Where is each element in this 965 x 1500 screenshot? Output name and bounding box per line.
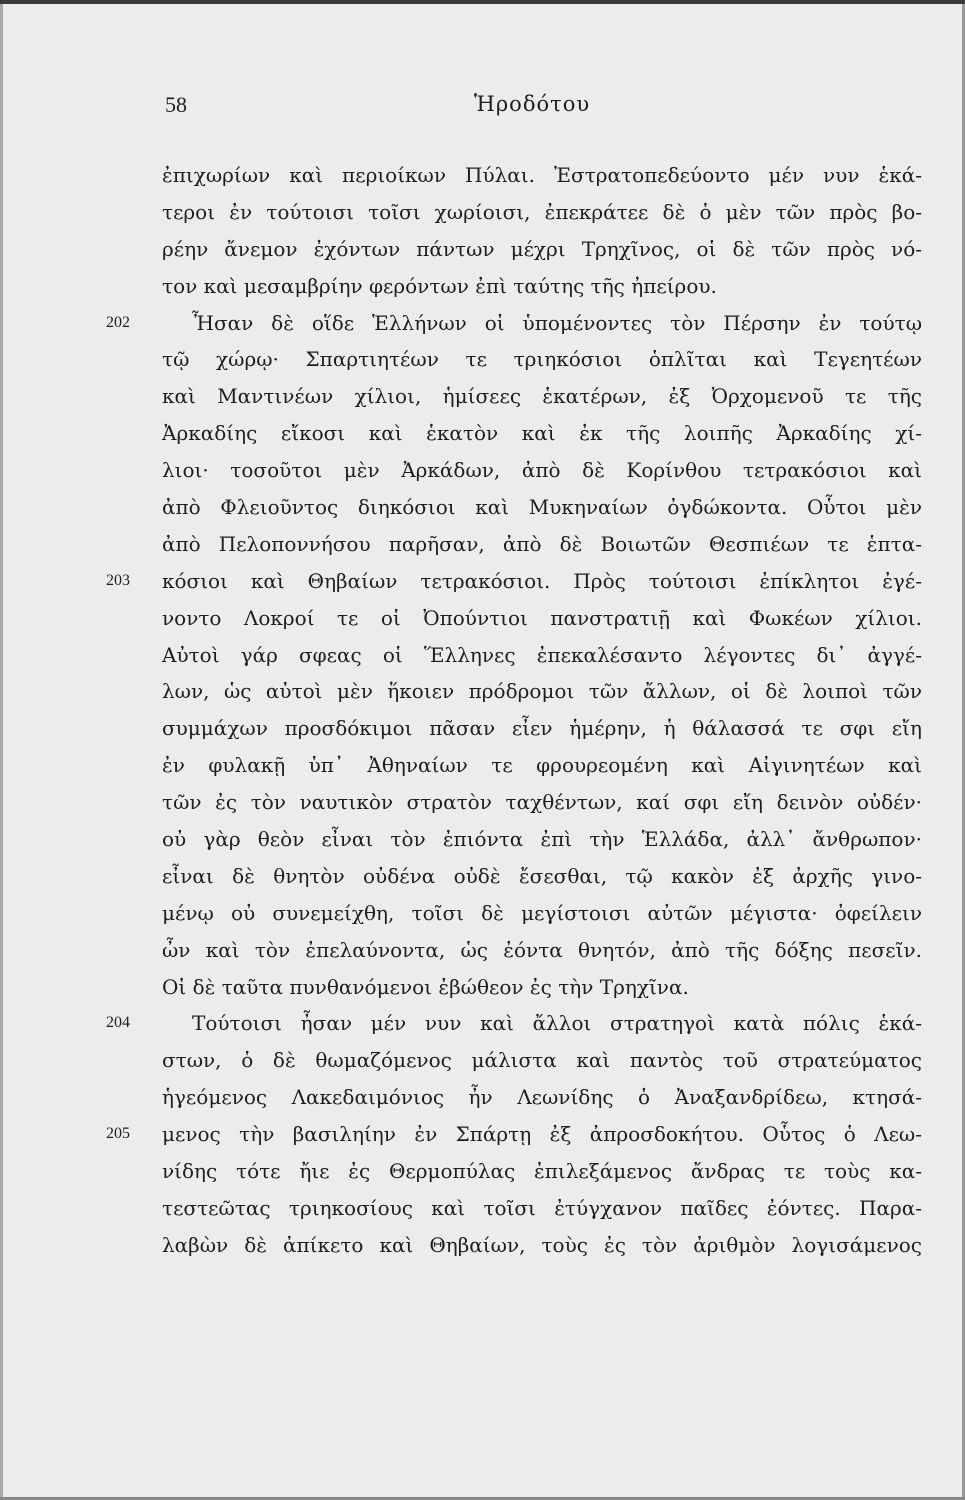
text-line	[162, 415, 922, 452]
text-line	[162, 858, 922, 895]
text-line	[162, 341, 922, 378]
text-line-content: ρέην ἄνεμον ἐχόντων πάντων μέχρι Τρηχῖνος, οἱ δὲ τῶν πρὸς νό-	[162, 236, 922, 261]
text-line	[162, 489, 922, 526]
text-line	[162, 231, 922, 268]
text-line	[162, 895, 922, 932]
text-line-content: τῷ χώρῳ· Σπαρτιητέων τε τριηκόσιοι ὁπλῖται καὶ Τεγεητέων	[162, 347, 922, 372]
margin-section-number: 205	[106, 1125, 130, 1143]
text-line	[106, 1005, 922, 1042]
text-line	[162, 673, 922, 710]
text-line	[162, 452, 922, 489]
text-line	[162, 194, 922, 231]
text-line-content: ἀπὸ Φλειοῦντος διηκόσιοι καὶ Μυκηναίων ὀγδώκοντα. Οὗτοι μὲν	[162, 495, 922, 520]
text-line-content: τεστεῶτας τριηκοσίους καὶ τοῖσι ἐτύγχανον παῖδες ἐόντες. Παρα-	[162, 1195, 922, 1220]
text-line-content: κόσιοι καὶ Θηβαίων τετρακόσιοι. Πρὸς τούτοισι ἐπίκλητοι ἐγέ-	[162, 568, 922, 593]
text-line	[162, 1079, 922, 1116]
margin-section-number: 204	[106, 1014, 130, 1032]
text-line-content: στων, ὁ δὲ θωμαζόμενος μάλιστα καὶ παντὸς τοῦ στρατεύματος	[162, 1048, 922, 1073]
text-line-content: Αὐτοὶ γάρ σφεας οἱ Ἕλληνες ἐπεκαλέσαντο λέγοντες δι᾽ ἀγγέ-	[162, 642, 922, 667]
text-line-content: νίδης τότε ἤιε ἐς Θερμοπύλας ἐπιλεξάμενος ἄνδρας τε τοὺς κα-	[162, 1159, 922, 1184]
text-line	[162, 1190, 922, 1227]
text-line	[162, 526, 922, 563]
text-line-content: μένῳ οὐ συνεμείχθη, τοῖσι δὲ μεγίστοισι αὐτῶν μέγιστα· ὀφείλειν	[162, 900, 922, 925]
text-line-content: ἀπὸ Πελοποννήσου παρῆσαν, ἀπὸ δὲ Βοιωτῶν Θεσπιέων τε ἑπτα-	[162, 531, 922, 556]
text-line-content: τον καὶ μεσαμβρίην φερόντων ἐπὶ ταύτης τῆς ἠπείρου.	[162, 273, 717, 298]
margin-section-number: 203	[106, 571, 130, 589]
text-line-content: νοντο Λοκροί τε οἱ Ὀπούντιοι πανστρατιῇ καὶ Φωκέων χίλιοι.	[162, 605, 922, 630]
text-line-content: συμμάχων προσδόκιμοι πᾶσαν εἶεν ἡμέρην, ἡ θάλασσά τε σφι εἴη	[162, 716, 922, 741]
margin-section-number: 202	[106, 313, 130, 331]
text-line-content: τεροι ἐν τούτοισι τοῖσι χωρίοισι, ἐπεκράτεε δὲ ὁ μὲν τῶν πρὸς βο-	[162, 199, 922, 224]
text-line	[162, 157, 922, 194]
text-line	[162, 932, 922, 969]
running-title: Ἡροδότου	[474, 92, 591, 116]
text-line-content: ἡγεόμενος Λακεδαιμόνιος ἦν Λεωνίδης ὁ Ἀναξανδρίδεω, κτησά-	[162, 1085, 922, 1110]
text-line	[162, 268, 922, 305]
text-line	[106, 1116, 922, 1153]
text-line	[162, 378, 922, 415]
text-line-content: ὦν καὶ τὸν ἐπελαύνοντα, ὡς ἐόντα θνητόν, ἀπὸ τῆς δόξης πεσεῖν.	[162, 937, 922, 962]
text-line-content: λων, ὡς αὐτοὶ μὲν ἥκοιεν πρόδρομοι τῶν ἄλλων, οἱ δὲ λοιποὶ τῶν	[162, 679, 922, 704]
body-text	[106, 157, 922, 1264]
text-line-content: Ἀρκαδίης εἴκοσι καὶ ἑκατὸν καὶ ἐκ τῆς λοιπῆς Ἀρκαδίης χί-	[162, 421, 922, 446]
text-line-content: λαβὼν δὲ ἀπίκετο καὶ Θηβαίων, τοὺς ἐς τὸν ἀριθμὸν λογισάμενος	[162, 1232, 922, 1257]
text-line	[162, 821, 922, 858]
text-line-content: καὶ Μαντινέων χίλιοι, ἡμίσεες ἑκατέρων, ἐξ Ὀρχομενοῦ τε τῆς	[162, 384, 922, 409]
running-head	[0, 92, 965, 132]
page-number: 58	[165, 92, 187, 117]
text-line	[106, 563, 922, 600]
text-line	[162, 637, 922, 674]
text-line-content: εἶναι δὲ θνητὸν οὐδένα οὐδὲ ἔσεσθαι, τῷ κακὸν ἐξ ἀρχῆς γινο-	[162, 863, 922, 888]
text-line	[162, 710, 922, 747]
text-line-content: λιοι· τοσοῦτοι μὲν Ἀρκάδων, ἀπὸ δὲ Κορίνθου τετρακόσιοι καὶ	[162, 458, 922, 483]
text-line-content: Ἦσαν δὲ οἵδε Ἑλλήνων οἱ ὑπομένοντες τὸν Πέρσην ἐν τούτῳ	[192, 310, 922, 335]
text-line	[162, 969, 922, 1006]
text-line-content: οὐ γὰρ θεὸν εἶναι τὸν ἐπιόντα ἐπὶ τὴν Ἑλλάδα, ἀλλ᾽ ἄνθρωπον·	[162, 827, 922, 852]
text-line	[162, 1042, 922, 1079]
text-line-content: τῶν ἐς τὸν ναυτικὸν στρατὸν ταχθέντων, καί σφι εἴη δεινὸν οὐδέν·	[162, 790, 922, 815]
text-line-content: ἐπιχωρίων καὶ περιοίκων Πύλαι. Ἐστρατοπεδεύοντο μέν νυν ἑκά-	[162, 163, 922, 187]
text-line	[162, 784, 922, 821]
text-line	[162, 1153, 922, 1190]
text-line	[162, 600, 922, 637]
text-line	[162, 747, 922, 784]
text-line	[106, 305, 922, 342]
text-line	[162, 1227, 922, 1264]
text-line-content: Οἱ δὲ ταῦτα πυνθανόμενοι ἐβώθεον ἐς τὴν Τρηχῖνα.	[162, 974, 689, 999]
text-line-content: ἐν φυλακῇ ὑπ᾽ Ἀθηναίων τε φρουρεομένη καὶ Αἰγινητέων καὶ	[162, 753, 922, 778]
text-line-content: Τούτοισι ἦσαν μέν νυν καὶ ἄλλοι στρατηγοὶ κατὰ πόλις ἑκά-	[192, 1011, 922, 1036]
text-line-content: μενος τὴν βασιληίην ἐν Σπάρτῃ ἐξ ἀπροσδοκήτου. Οὗτος ὁ Λεω-	[162, 1122, 922, 1147]
